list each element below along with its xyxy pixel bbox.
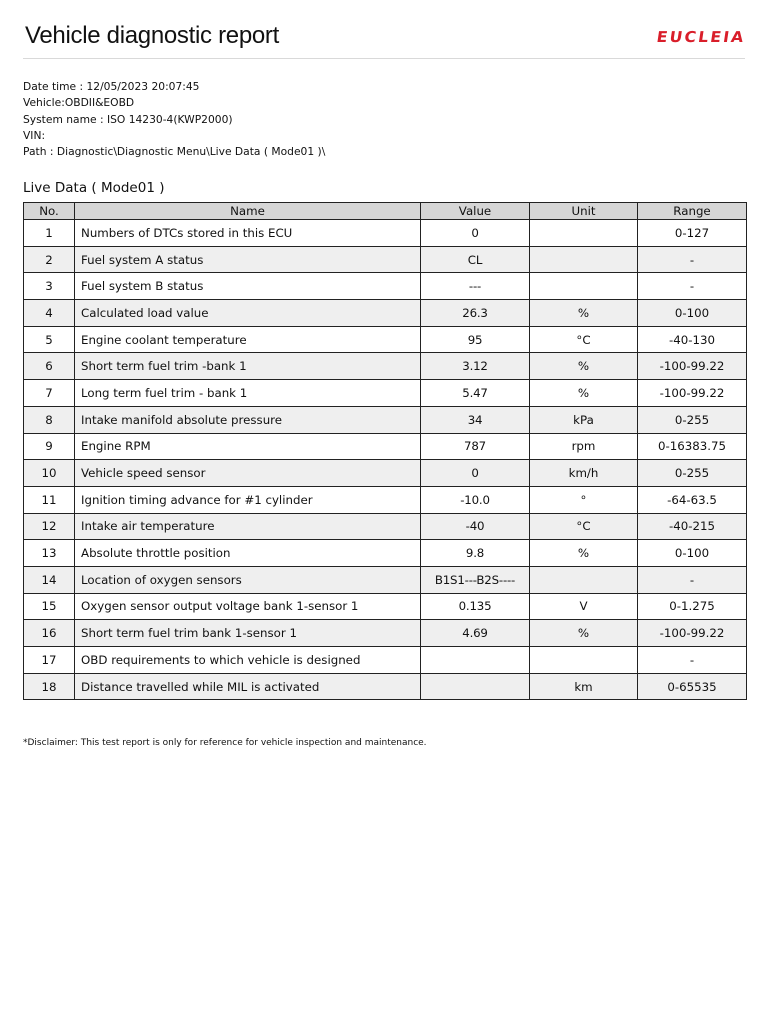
column-header-no: No. [24, 203, 75, 220]
disclaimer: *Disclaimer: This test report is only for reference for vehicle inspection and maintenance. [23, 738, 427, 748]
cell-value: 5.47 [421, 380, 530, 407]
column-header-range: Range [638, 203, 747, 220]
cell-value: -40 [421, 513, 530, 540]
cell-no: 14 [24, 566, 75, 593]
table-row [24, 566, 747, 593]
cell-value: 4.69 [421, 620, 530, 647]
cell-no: 13 [24, 540, 75, 567]
meta-system-name: System name : ISO 14230-4(KWP2000) [23, 112, 233, 126]
cell-no: 15 [24, 593, 75, 620]
cell-value: 3.12 [421, 353, 530, 380]
cell-name: Absolute throttle position [75, 540, 421, 567]
cell-no: 12 [24, 513, 75, 540]
cell-name: Location of oxygen sensors [75, 566, 421, 593]
cell-name: Intake manifold absolute pressure [75, 406, 421, 433]
cell-range: 0-255 [638, 406, 747, 433]
cell-name: Engine coolant temperature [75, 326, 421, 353]
cell-no: 3 [24, 273, 75, 300]
cell-unit: % [530, 353, 638, 380]
meta-vin: VIN: [23, 128, 46, 142]
report-header [23, 22, 745, 59]
cell-value: --- [421, 273, 530, 300]
table-row [24, 326, 747, 353]
cell-value: 0 [421, 220, 530, 247]
cell-unit: °C [530, 326, 638, 353]
cell-name: OBD requirements to which vehicle is designed [75, 647, 421, 674]
cell-unit: % [530, 540, 638, 567]
cell-no: 10 [24, 460, 75, 487]
cell-value: -10.0 [421, 486, 530, 513]
table-row [24, 593, 747, 620]
cell-range: - [638, 246, 747, 273]
cell-no: 18 [24, 673, 75, 700]
report-meta [23, 79, 325, 160]
table-row [24, 273, 747, 300]
cell-range: 0-255 [638, 460, 747, 487]
cell-range: 0-16383.75 [638, 433, 747, 460]
table-row [24, 246, 747, 273]
cell-range: - [638, 647, 747, 674]
cell-unit: °C [530, 513, 638, 540]
cell-no: 8 [24, 406, 75, 433]
cell-name: Oxygen sensor output voltage bank 1-sensor 1 [75, 593, 421, 620]
cell-range: 0-1.275 [638, 593, 747, 620]
cell-unit: kPa [530, 406, 638, 433]
cell-value: CL [421, 246, 530, 273]
column-header-value: Value [421, 203, 530, 220]
table-row [24, 353, 747, 380]
cell-value: 34 [421, 406, 530, 433]
cell-unit: % [530, 620, 638, 647]
cell-value [421, 673, 530, 700]
meta-path: Path : Diagnostic\Diagnostic Menu\Live Data ( Mode01 )\ [23, 145, 326, 159]
cell-no: 6 [24, 353, 75, 380]
meta-vehicle: Vehicle:OBDII&EOBD [23, 96, 135, 110]
cell-unit: V [530, 593, 638, 620]
table-row [24, 460, 747, 487]
column-header-unit: Unit [530, 203, 638, 220]
cell-unit [530, 566, 638, 593]
cell-name: Intake air temperature [75, 513, 421, 540]
cell-value [421, 647, 530, 674]
cell-unit: km/h [530, 460, 638, 487]
cell-unit: ° [530, 486, 638, 513]
cell-no: 7 [24, 380, 75, 407]
cell-name: Ignition timing advance for #1 cylinder [75, 486, 421, 513]
cell-name: Distance travelled while MIL is activated [75, 673, 421, 700]
table-row [24, 433, 747, 460]
cell-name: Engine RPM [75, 433, 421, 460]
cell-unit [530, 246, 638, 273]
cell-range: 0-127 [638, 220, 747, 247]
cell-unit [530, 220, 638, 247]
table-row [24, 673, 747, 700]
cell-range: -100-99.22 [638, 353, 747, 380]
cell-value: 95 [421, 326, 530, 353]
table-row [24, 406, 747, 433]
cell-name: Long term fuel trim - bank 1 [75, 380, 421, 407]
meta-date-time: Date time : 12/05/2023 20:07:45 [23, 80, 200, 93]
brand-logo: EUCLEIA [655, 28, 747, 46]
cell-range: -100-99.22 [638, 380, 747, 407]
cell-unit: rpm [530, 433, 638, 460]
cell-value: 787 [421, 433, 530, 460]
cell-name: Vehicle speed sensor [75, 460, 421, 487]
cell-no: 11 [24, 486, 75, 513]
cell-unit: km [530, 673, 638, 700]
cell-no: 9 [24, 433, 75, 460]
cell-no: 16 [24, 620, 75, 647]
cell-value: 9.8 [421, 540, 530, 567]
cell-range: - [638, 273, 747, 300]
table-body [24, 220, 747, 700]
cell-no: 17 [24, 647, 75, 674]
cell-range: -40-130 [638, 326, 747, 353]
cell-range: -64-63.5 [638, 486, 747, 513]
table-row [24, 300, 747, 327]
table-row [24, 647, 747, 674]
live-data-table [23, 202, 747, 700]
cell-value: 26.3 [421, 300, 530, 327]
cell-value: B1S1---B2S---- [421, 566, 530, 593]
table-row [24, 220, 747, 247]
table-row [24, 380, 747, 407]
cell-no: 2 [24, 246, 75, 273]
cell-name: Fuel system A status [75, 246, 421, 273]
cell-range: - [638, 566, 747, 593]
table-row [24, 620, 747, 647]
cell-name: Fuel system B status [75, 273, 421, 300]
table-row [24, 486, 747, 513]
section-title: Live Data ( Mode01 ) [23, 180, 165, 196]
table-header-row [24, 203, 747, 220]
table-row [24, 513, 747, 540]
table-row [24, 540, 747, 567]
cell-name: Calculated load value [75, 300, 421, 327]
cell-range: 0-100 [638, 300, 747, 327]
cell-name: Numbers of DTCs stored in this ECU [75, 220, 421, 247]
cell-name: Short term fuel trim -bank 1 [75, 353, 421, 380]
cell-no: 5 [24, 326, 75, 353]
cell-range: 0-100 [638, 540, 747, 567]
cell-unit [530, 273, 638, 300]
cell-unit: % [530, 300, 638, 327]
cell-range: 0-65535 [638, 673, 747, 700]
cell-value: 0 [421, 460, 530, 487]
cell-unit: % [530, 380, 638, 407]
cell-unit [530, 647, 638, 674]
cell-no: 4 [24, 300, 75, 327]
column-header-name: Name [75, 203, 421, 220]
cell-value: 0.135 [421, 593, 530, 620]
page-title: Vehicle diagnostic report [25, 22, 279, 49]
cell-range: -100-99.22 [638, 620, 747, 647]
cell-no: 1 [24, 220, 75, 247]
cell-range: -40-215 [638, 513, 747, 540]
cell-name: Short term fuel trim bank 1-sensor 1 [75, 620, 421, 647]
